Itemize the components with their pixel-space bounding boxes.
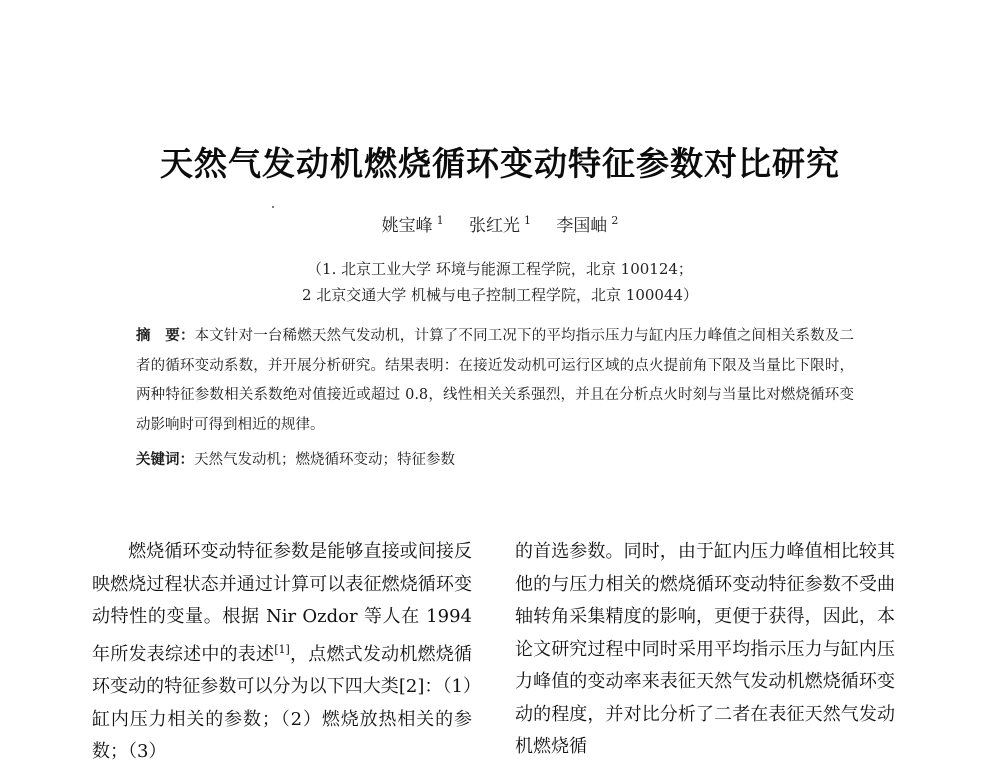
author-name: 张红光 [469, 216, 520, 236]
abstract-text: 本文针对一台稀燃天然气发动机，计算了不同工况下的平均指示压力与缸内压力峰值之间相关系数及二者的循环变动系数，并开展分析研究。结果表明：在接近发动机可运行区域的点火提前角下限及当量比下限时，两种特征参数相关系数绝对值接近或超过 0.8，线性相关关系强烈，并且在分析点火时刻与当量比对燃烧循环变动影响时可得到相近的规律。 [136, 328, 854, 433]
author-name: 姚宝峰 [381, 216, 433, 236]
author-affil-mark: 1 [524, 214, 531, 228]
author-affil-mark: 2 [611, 214, 619, 228]
author-1 [382, 216, 444, 236]
body-column-left [92, 536, 472, 769]
author-list [0, 211, 1000, 236]
abstract [136, 322, 854, 440]
body-column-right [515, 536, 895, 764]
body-left-text-a: 燃烧循环变动特征参数是能够直接或间接反映燃烧过程状态并通过计算可以表征燃烧循环变动特性的变量。根据 Nir Ozdor 等人在 1994 年所发表综述中的表述 [92, 541, 472, 665]
affiliation-2: 2 北京交通大学 机械与电子控制工程学院，北京 100044） [301, 286, 699, 304]
paper-title: 天然气发动机燃烧循环变动特征参数对比研究 [160, 144, 840, 183]
author-3 [556, 216, 618, 236]
affiliation-1: （1. 北京工业大学 环境与能源工程学院，北京 100124； [307, 260, 693, 278]
author-affil-mark: 1 [436, 214, 444, 228]
author-2 [469, 216, 531, 236]
body-left-text-b: ，点燃式发动机燃烧循环变动的特征参数可以分为以下四大类[2]：（1）缸内压力相关的参数；（2）燃烧放热相关的参数；（3） [92, 643, 472, 762]
abstract-label: 摘 要： [136, 328, 195, 344]
keywords-text: 天然气发动机；燃烧循环变动；特征参数 [194, 452, 455, 468]
keywords [136, 448, 854, 469]
citation-ref[interactable]: [1] [274, 642, 290, 656]
author-name: 李国岫 [556, 216, 608, 236]
scan-speck [272, 206, 274, 208]
body-right-text: 的首选参数。同时，由于缸内压力峰值相比较其他的与压力相关的燃烧循环变动特征参数不受曲轴转角采集精度的影响，更便于获得，因此，本论文研究过程中同时采用平均指示压力与缸内压力峰值的变动率来表征天然气发动机燃烧循环变动的程度，并对比分析了二者在表征天然气发动机燃烧循 [515, 541, 895, 757]
keywords-label: 关键词： [136, 452, 194, 468]
